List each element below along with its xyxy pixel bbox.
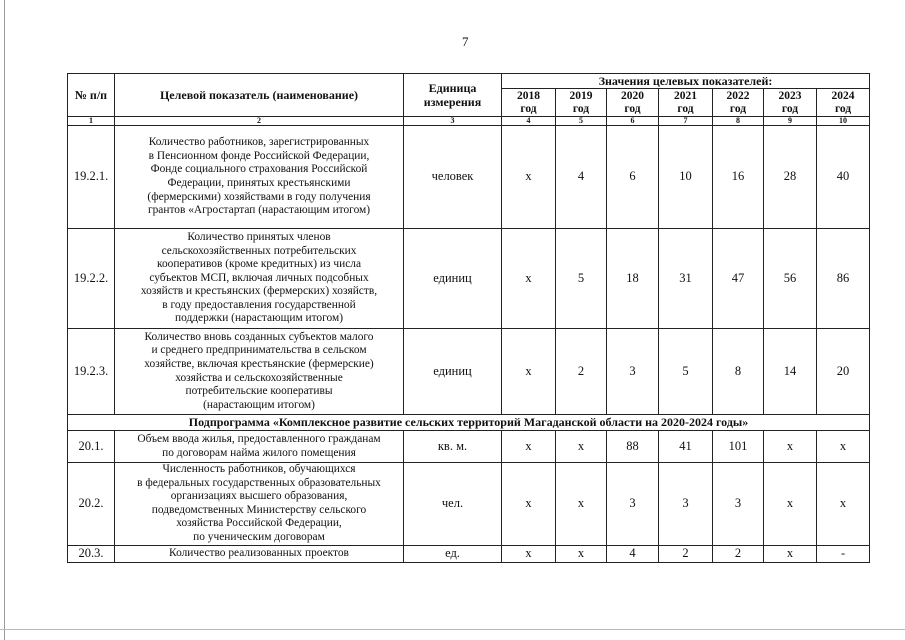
indicator-name <box>115 545 404 562</box>
indicator-line: Фонде социального страхования Российской <box>150 163 368 176</box>
value-cell: 3 <box>607 329 659 415</box>
indicator-line: потребительские кооперативы <box>185 385 333 398</box>
value-cell: х <box>556 463 607 546</box>
value-cell: 40 <box>817 126 870 229</box>
indicator-line: Количество реализованных проектов <box>169 546 349 559</box>
column-number: 4 <box>502 117 556 126</box>
value-cell: 14 <box>764 329 817 415</box>
value-cell: 10 <box>659 126 713 229</box>
header-unit-label: Единица измерения <box>423 81 482 109</box>
header-year-suffix: год <box>834 102 852 115</box>
indicator-name <box>115 431 404 463</box>
value-cell: х <box>502 545 556 562</box>
value-cell: 3 <box>607 463 659 546</box>
value-cell: х <box>764 463 817 546</box>
value-cell: х <box>764 431 817 463</box>
value-cell: х <box>556 545 607 562</box>
header-year-2019 <box>556 89 607 117</box>
value-cell: х <box>817 463 870 546</box>
value-cell: 2 <box>659 545 713 562</box>
value-cell: х <box>502 126 556 229</box>
indicator-line: Количество работников, зарегистрированных <box>148 136 370 149</box>
header-year-suffix: год <box>520 102 537 115</box>
indicator-line: по ученическим договорам <box>193 530 325 543</box>
scan-bottom-edge <box>0 629 905 630</box>
header-year-number: 2018 <box>517 89 540 102</box>
column-number: 8 <box>713 117 764 126</box>
indicator-line: Численность работников, обучающихся <box>162 463 356 475</box>
subprogram-title: Подпрограмма «Комплексное развитие сельских территорий Магаданской области на 2020-2024 годы» <box>68 415 870 431</box>
table-row <box>68 431 870 463</box>
column-number: 9 <box>764 117 817 126</box>
header-year-2022 <box>713 89 764 117</box>
indicator-name <box>115 463 404 546</box>
header-year-2024 <box>817 89 870 117</box>
header-year-number: 2024 <box>831 89 855 102</box>
header-year-number: 2020 <box>621 89 644 102</box>
row-code: 20.1. <box>68 431 115 463</box>
indicator-line: хозяйства и сельскохозяйственные <box>175 371 343 384</box>
indicator-line: и среднего предпринимательства в сельском <box>151 344 367 357</box>
header-unit <box>404 74 502 117</box>
unit-cell: единиц <box>404 229 502 329</box>
value-cell: 86 <box>817 229 870 329</box>
indicator-line: Федерации, принятых крестьянскими <box>167 177 351 189</box>
indicator-line: Количество принятых членов <box>187 230 331 243</box>
value-cell: 18 <box>607 229 659 329</box>
column-number: 3 <box>404 117 502 126</box>
indicator-line: хозяйстве, включая крестьянские (фермерские) <box>144 357 374 370</box>
header-year-number: 2022 <box>726 89 750 102</box>
value-cell: х <box>502 463 556 546</box>
unit-cell: ед. <box>404 545 502 562</box>
header-year-2021 <box>659 89 713 117</box>
page-number: 7 <box>462 34 469 49</box>
indicator-line: Объем ввода жилья, предоставленного гражданам <box>137 432 381 445</box>
indicator-line: хозяйств и крестьянских (фермерских) хозяйств, <box>140 285 378 298</box>
indicator-line: (нарастающим итогом) <box>203 398 315 411</box>
column-number: 10 <box>817 117 870 126</box>
indicator-line: поддержки (нарастающим итогом) <box>175 312 343 325</box>
value-cell: 31 <box>659 229 713 329</box>
indicator-name <box>115 329 404 415</box>
value-cell: х <box>817 431 870 463</box>
indicator-line: Количество вновь созданных субъектов малого <box>144 330 374 343</box>
indicator-line: сельскохозяйственных потребительских <box>161 244 357 257</box>
value-cell: 3 <box>659 463 713 546</box>
value-cell: 5 <box>556 229 607 329</box>
value-cell: 2 <box>556 329 607 415</box>
indicator-line: кооперативов (кроме кредитных) из числа <box>156 258 361 271</box>
value-cell: 2 <box>713 545 764 562</box>
value-cell: 5 <box>659 329 713 415</box>
row-code: 19.2.1. <box>68 126 115 229</box>
value-cell: 47 <box>713 229 764 329</box>
table-row <box>68 463 870 546</box>
value-cell: 6 <box>607 126 659 229</box>
value-cell: 8 <box>713 329 764 415</box>
unit-cell: человек <box>404 126 502 229</box>
column-number: 5 <box>556 117 607 126</box>
scan-left-edge <box>4 0 5 640</box>
header-year-2020 <box>607 89 659 117</box>
indicator-name <box>115 229 404 329</box>
header-num <box>68 74 115 117</box>
column-number: 7 <box>659 117 713 126</box>
unit-cell: кв. м. <box>404 431 502 463</box>
column-number: 1 <box>68 117 115 126</box>
table-row <box>68 126 870 229</box>
header-year-suffix: год <box>572 102 590 115</box>
indicator-line: по договорам найма жилого помещения <box>162 446 356 459</box>
header-num-label: № п/п <box>74 88 108 102</box>
value-cell: х <box>502 431 556 463</box>
value-cell: - <box>817 545 870 562</box>
indicator-line: в федеральных государственных образовательных <box>137 476 381 489</box>
header-year-2018 <box>502 89 556 117</box>
header-year-number: 2021 <box>674 89 697 102</box>
header-year-suffix: год <box>781 102 799 115</box>
column-number: 2 <box>115 117 404 126</box>
header-year-suffix: год <box>677 102 694 115</box>
indicator-line: грантов «Агростартап (нарастающим итогом) <box>147 204 371 217</box>
value-cell: х <box>764 545 817 562</box>
value-cell: 28 <box>764 126 817 229</box>
table-row <box>68 229 870 329</box>
value-cell: 16 <box>713 126 764 229</box>
header-indicator <box>115 74 404 117</box>
value-cell: 88 <box>607 431 659 463</box>
indicator-line: субъектов МСП, включая личных подсобных <box>149 271 369 284</box>
column-number: 6 <box>607 117 659 126</box>
value-cell: 3 <box>713 463 764 546</box>
value-cell: 56 <box>764 229 817 329</box>
header-year-2023 <box>764 89 817 117</box>
value-cell: х <box>556 431 607 463</box>
target-indicators-table <box>67 73 870 563</box>
header-year-number: 2023 <box>778 89 802 102</box>
row-code: 20.2. <box>68 463 115 546</box>
table-row <box>68 545 870 562</box>
row-code: 20.3. <box>68 545 115 562</box>
indicator-line: хозяйства Российской Федерации, <box>176 517 342 530</box>
indicator-line: организациях высшего образования, <box>170 490 348 503</box>
indicator-line: в Пенсионном фонде Российской Федерации, <box>148 149 370 162</box>
header-indicator-label: Целевой показатель (наименование) <box>159 88 359 102</box>
header-values: Значения целевых показателей: <box>502 74 870 89</box>
value-cell: х <box>502 329 556 415</box>
value-cell: 41 <box>659 431 713 463</box>
table-row <box>68 329 870 415</box>
value-cell: 4 <box>607 545 659 562</box>
subprogram-row <box>68 415 870 431</box>
value-cell: 20 <box>817 329 870 415</box>
value-cell: х <box>502 229 556 329</box>
row-code: 19.2.2. <box>68 229 115 329</box>
unit-cell: единиц <box>404 329 502 415</box>
value-cell: 101 <box>713 431 764 463</box>
indicator-line: подведомственных Министерству сельского <box>151 503 367 516</box>
unit-cell: чел. <box>404 463 502 546</box>
row-code: 19.2.3. <box>68 329 115 415</box>
header-year-suffix: год <box>729 102 747 115</box>
header-year-suffix: год <box>624 102 641 115</box>
indicator-line: в году предоставления государственной <box>162 298 356 311</box>
header-year-number: 2019 <box>569 89 593 102</box>
indicator-line: (фермерскими) хозяйствами в году получения <box>147 190 371 203</box>
value-cell: 4 <box>556 126 607 229</box>
indicator-name <box>115 126 404 229</box>
